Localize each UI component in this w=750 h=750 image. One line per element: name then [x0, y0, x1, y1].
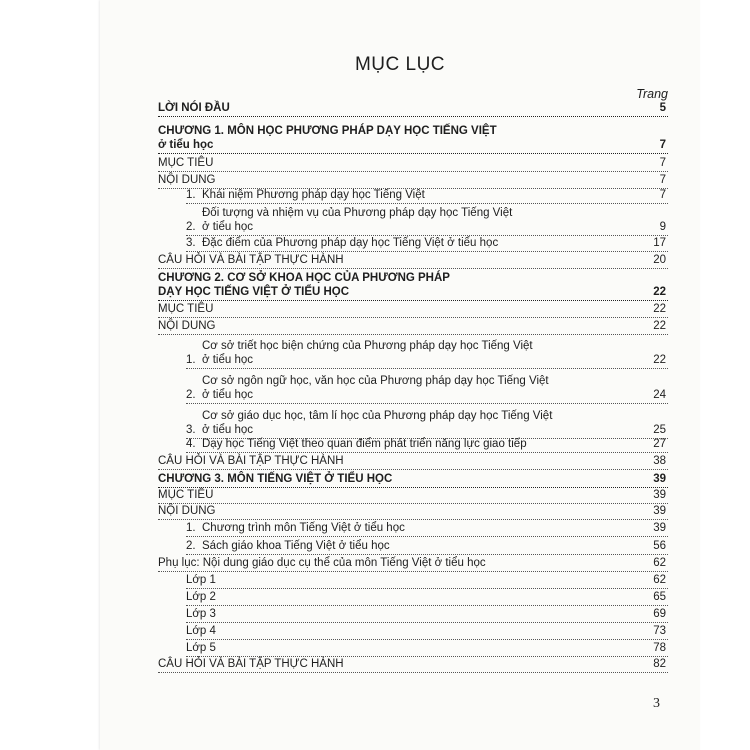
- toc-entry-index: 3.: [186, 237, 196, 249]
- toc-entry-page: 7: [659, 157, 666, 169]
- toc-entry: [158, 99, 668, 117]
- toc-entry-title: NỘI DUNG: [158, 505, 216, 517]
- toc-entry: [158, 269, 668, 301]
- toc-entry-page: 22: [653, 286, 666, 298]
- toc-entry: [186, 337, 668, 369]
- toc-entry-index: 1.: [186, 522, 196, 534]
- toc-entry-page: 24: [653, 389, 666, 401]
- toc-entry-page: 7: [659, 189, 666, 201]
- toc-entry-title: NỘI DUNG: [158, 174, 216, 186]
- toc-entry: [158, 488, 668, 504]
- toc-entry-title: Lớp 5: [186, 642, 216, 654]
- toc-entry: [158, 656, 668, 673]
- toc-entry: [186, 573, 668, 589]
- toc-entry-index: 4.: [186, 438, 196, 450]
- toc-entry-page: 27: [653, 438, 666, 450]
- toc-entry-page: 7: [659, 174, 666, 186]
- toc-entry: [158, 253, 668, 269]
- toc-entry-title: MỤC TIÊU: [158, 489, 214, 501]
- toc-entry-page: 38: [653, 455, 666, 467]
- toc-entry-title: CÂU HỎI VÀ BÀI TẬP THỰC HÀNH: [158, 254, 344, 266]
- toc-entry-title: Lớp 3: [186, 608, 216, 620]
- toc-entry-page: 17: [653, 237, 666, 249]
- toc-entry: [158, 504, 668, 520]
- toc-entry: [158, 172, 668, 189]
- page-number: 3: [653, 696, 660, 711]
- toc-entry: [186, 437, 668, 453]
- toc-entry: [186, 521, 668, 537]
- toc-entry-page: 62: [653, 574, 666, 586]
- toc-entry-title: Lớp 1: [186, 574, 216, 586]
- toc-entry-title: CHƯƠNG 3. MÔN TIẾNG VIỆT Ở TIỂU HỌC: [158, 473, 393, 485]
- toc-entry-page: 65: [653, 591, 666, 603]
- toc-entry-title: CÂU HỎI VÀ BÀI TẬP THỰC HÀNH: [158, 455, 344, 467]
- toc-entry-index: 3.: [186, 424, 196, 436]
- toc-entry-page: 82: [653, 658, 666, 670]
- toc-entry: [186, 640, 668, 657]
- toc-entry-page: 9: [659, 221, 666, 233]
- toc-entry-page: 62: [653, 557, 666, 569]
- page-title: MỤC LỤC: [354, 54, 446, 75]
- toc-entry-page: 39: [653, 489, 666, 501]
- toc-entry-page: 5: [659, 102, 666, 114]
- toc-entry-page: 56: [653, 540, 666, 552]
- toc-entry: [186, 205, 668, 236]
- toc-entry: [186, 606, 668, 623]
- toc-entry-title: Lớp 4: [186, 625, 216, 637]
- toc-entry: [186, 188, 668, 204]
- toc-entry: [186, 236, 668, 252]
- toc-entry-title: Đối tượng và nhiệm vụ của Phương pháp dạy học Tiếng Việt ở tiểu học: [202, 207, 513, 233]
- toc-entry-title: MỤC TIÊU: [158, 303, 214, 315]
- toc-entry: [158, 319, 668, 335]
- toc-entry-title: Đặc điểm của Phương pháp dạy học Tiếng Việt ở tiểu học: [202, 237, 499, 249]
- toc-entry: [158, 155, 668, 172]
- toc-entry-title: Phụ lục: Nội dung giáo dục cụ thể của môn Tiếng Việt ở tiểu học: [158, 557, 486, 569]
- toc-entry-index: 2.: [186, 221, 196, 233]
- toc-entry-title: CHƯƠNG 2. CƠ SỞ KHOA HỌC CỦA PHƯƠNG PHÁP DẠY HỌC TIẾNG VIỆT Ở TIỂU HỌC: [158, 272, 450, 298]
- toc-entry-title: Khái niệm Phương pháp dạy học Tiếng Việt: [202, 189, 425, 201]
- toc-entry-title: Cơ sở giáo dục học, tâm lí học của Phương pháp dạy học Tiếng Việt ở tiểu học: [202, 410, 553, 436]
- book-page: [100, 0, 700, 750]
- toc-entry-page: 39: [653, 505, 666, 517]
- toc-entry-index: 1.: [186, 354, 196, 366]
- toc-entry-page: 22: [653, 320, 666, 332]
- toc-entry-page: 20: [653, 254, 666, 266]
- toc-entry-page: 22: [653, 354, 666, 366]
- toc-entry: [158, 556, 668, 572]
- toc-entry-title: Sách giáo khoa Tiếng Việt ở tiểu học: [202, 540, 390, 552]
- toc-entry-title: LỜI NÓI ĐẦU: [158, 102, 230, 114]
- toc-entry: [158, 453, 668, 470]
- toc-entry-page: 7: [659, 139, 666, 151]
- toc-entry: [186, 539, 668, 555]
- toc-entry-title: CÂU HỎI VÀ BÀI TẬP THỰC HÀNH: [158, 658, 344, 670]
- toc-entry: [186, 372, 668, 404]
- toc-entry-title: Lớp 2: [186, 591, 216, 603]
- toc-entry-title: Chương trình môn Tiếng Việt ở tiểu học: [202, 522, 405, 534]
- toc-entry: [186, 407, 668, 439]
- toc-entry-page: 39: [653, 522, 666, 534]
- page-column-label: Trang: [636, 87, 668, 101]
- toc-entry-title: Cơ sở triết học biện chứng của Phương pháp dạy học Tiếng Việt ở tiểu học: [202, 340, 533, 366]
- toc-entry-index: 2.: [186, 389, 196, 401]
- toc-entry-title: Cơ sở ngôn ngữ học, văn học của Phương pháp dạy học Tiếng Việt ở tiểu học: [202, 375, 549, 401]
- toc-entry-page: 69: [653, 608, 666, 620]
- toc-entry-index: 2.: [186, 540, 196, 552]
- toc-entry-page: 39: [653, 473, 666, 485]
- toc-entry: [158, 121, 668, 154]
- toc-entry: [186, 590, 668, 606]
- toc-entry: [186, 623, 668, 640]
- toc-entry-title: NỘI DUNG: [158, 320, 216, 332]
- toc-entry-page: 78: [653, 642, 666, 654]
- toc-entry-index: 1.: [186, 189, 196, 201]
- toc-entry-title: CHƯƠNG 1. MÔN HỌC PHƯƠNG PHÁP DẠY HỌC TIẾNG VIỆT ở tiểu học: [158, 125, 497, 151]
- toc-entry: [158, 471, 668, 488]
- toc-entry-page: 73: [653, 625, 666, 637]
- toc-entry-title: MỤC TIÊU: [158, 157, 214, 169]
- toc-entry: [158, 302, 668, 318]
- toc-entry-page: 22: [653, 303, 666, 315]
- toc-entry-title: Dạy học Tiếng Việt theo quan điểm phát triển năng lực giao tiếp: [202, 438, 527, 450]
- toc-entry-page: 25: [653, 424, 666, 436]
